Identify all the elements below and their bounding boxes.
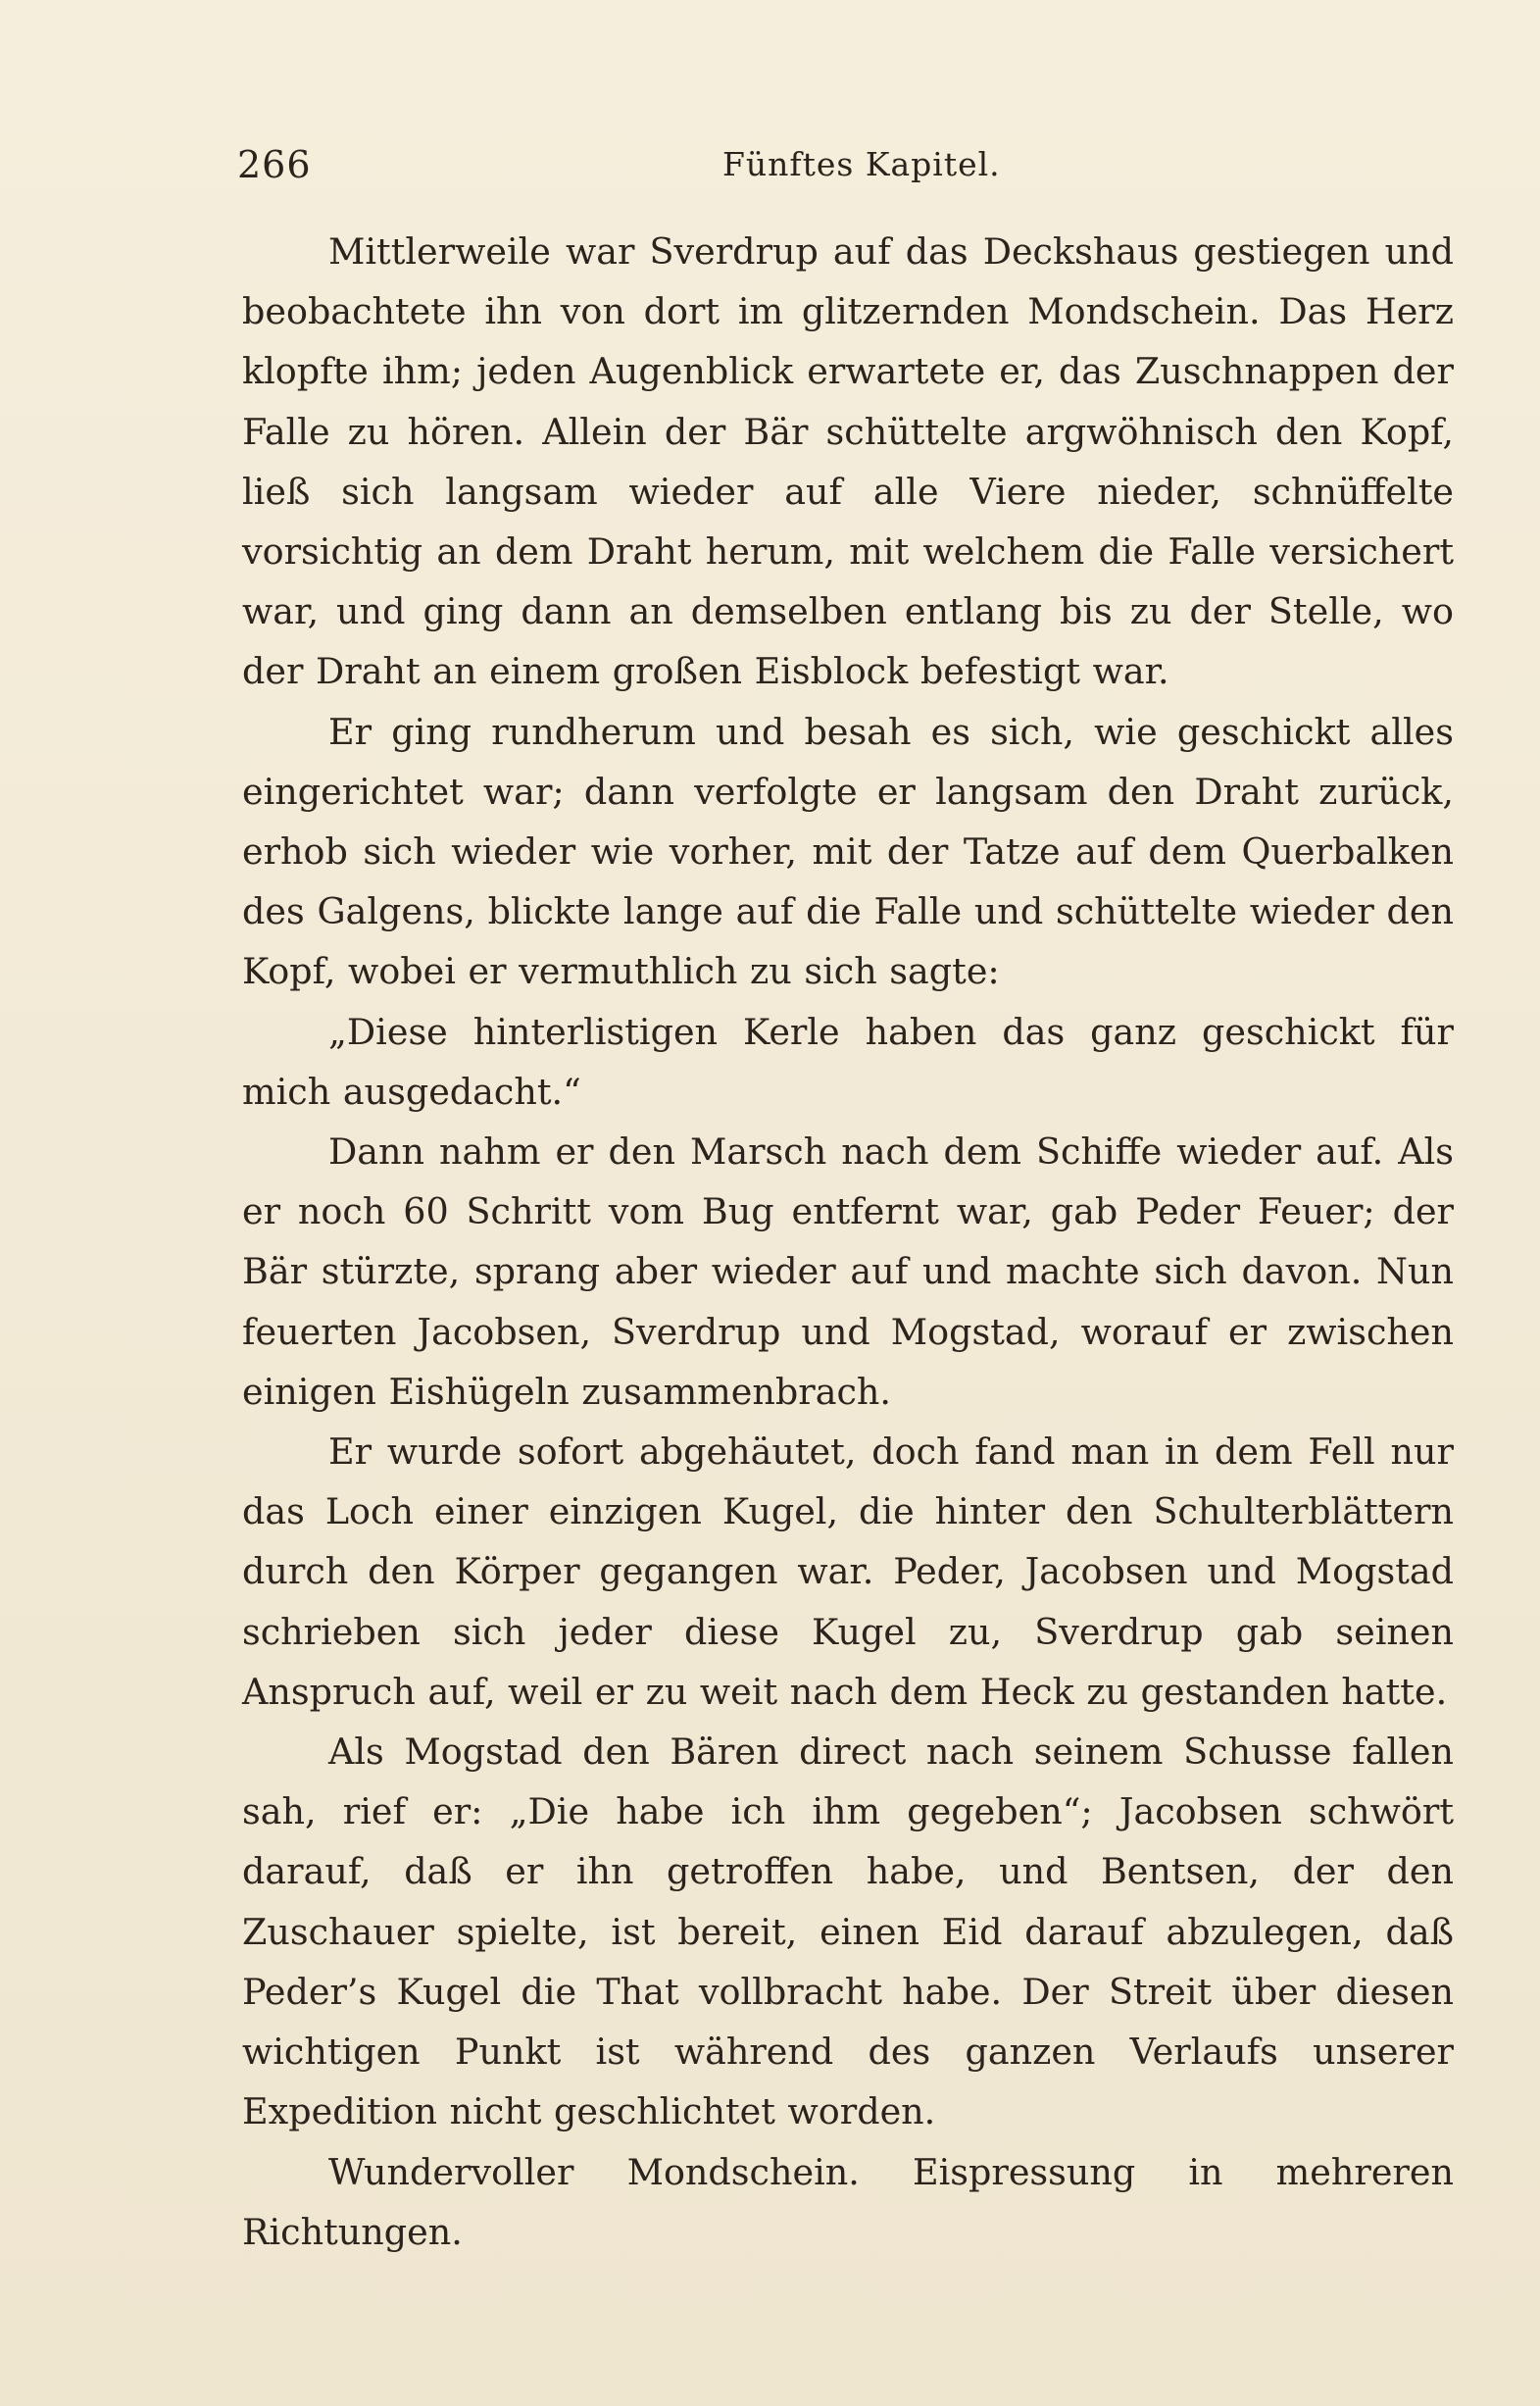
page-header bbox=[237, 135, 1463, 194]
paragraph: Er wurde sofort abgehäutet, doch fand man in dem Fell nur das Loch einer einzigen Kugel, die hinter den Schulterblättern durch den Körper gegangen war. Peder, Jacobsen und Mogstad schrieben sich jeder diese Kugel zu, Sverdrup gab seinen Anspruch auf, weil er zu weit nach dem Heck zu gestanden hatte. bbox=[242, 1430, 1454, 1713]
page-number: 266 bbox=[237, 143, 312, 186]
paragraph: Wundervoller Mondschein. Eispressung in mehreren Richtungen. bbox=[242, 2150, 1454, 2253]
paragraph: Als Mogstad den Bären direct nach seinem Schusse fallen sah, rief er: „Die habe ich ihm gegeben“; Jacobsen schwört darauf, daß er ihn getroffen habe, und Bentsen, der den Zuschauer spielte, ist bereit, einen Eid darauf abzulegen, daß Peder’s Kugel die That vollbracht habe. Der Streit über diesen wichtigen Punkt ist während des ganzen Verlaufs unserer Expedition nicht geschlichtet worden. bbox=[242, 1730, 1454, 2133]
paragraph: Mittlerweile war Sverdrup auf das Deckshaus gestiegen und beobachtete ihn von dort im glitzernden Mondschein. Das Herz klopfte ihm; jeden Augenblick erwartete er, das Zuschnappen der Falle zu hören. Allein der Bär schüttelte argwöhnisch den Kopf, ließ sich langsam wieder auf alle Viere nieder, schnüffelte vorsichtig an dem Draht herum, mit welchem die Falle versichert war, und ging dann an demselben entlang bis zu der Stelle, wo der Draht an einem großen Eisblock befestigt war. bbox=[242, 230, 1454, 693]
paragraph: Dann nahm er den Marsch nach dem Schiffe wieder auf. Als er noch 60 Schritt vom Bug entfernt war, gab Peder Feuer; der Bär stürzte, sprang aber wieder auf und machte sich davon. Nun feuerten Jacobsen, Sverdrup und Mogstad, worauf er zwischen einigen Eishügeln zusammenbrach. bbox=[242, 1130, 1454, 1413]
running-head: Fünftes Kapitel. bbox=[722, 145, 1001, 183]
paragraph: „Diese hinterlistigen Kerle haben das ganz geschickt für mich ausgedacht.“ bbox=[242, 1010, 1454, 1113]
body-text bbox=[242, 222, 1454, 2262]
paragraph: Er ging rundherum und besah es sich, wie geschickt alles eingerichtet war; dann verfolgte er langsam den Draht zurück, erhob sich wieder wie vorher, mit der Tatze auf dem Querbalken des Galgens, blickte lange auf die Falle und schüttelte wieder den Kopf, wobei er vermuthlich zu sich sagte: bbox=[242, 710, 1454, 993]
